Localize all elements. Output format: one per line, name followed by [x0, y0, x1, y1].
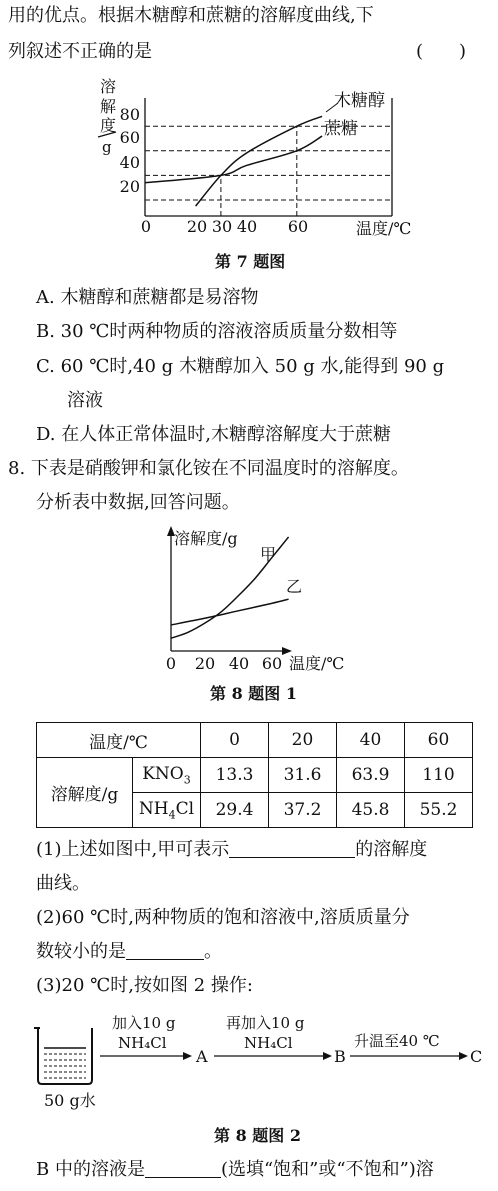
fig8-1-xlabel: 温度/℃: [289, 654, 345, 673]
fig7-ylabel-3: 度: [100, 116, 117, 135]
nh4cl-formula-b: Cl: [175, 798, 195, 819]
fig7-ytick-20: 20: [119, 177, 140, 196]
fig7-series-b-label: 蔗糖: [324, 119, 358, 139]
figure-8-2-diagram: [30, 1008, 498, 1118]
table-cell: 45.8: [337, 793, 405, 828]
fig7-ylabel-1: 溶: [100, 77, 117, 96]
fig8-1-series-b-label: 乙: [286, 577, 303, 596]
table-header-cell: 20: [269, 723, 337, 758]
figure-7-chart: [90, 76, 430, 246]
table-header-cell: 60: [405, 723, 473, 758]
step2-top-label: 再加入10 g: [226, 1014, 305, 1032]
step3-top-label: 升温至40 ℃: [354, 1032, 440, 1050]
table-row: [37, 758, 473, 793]
table-cell: 29.4: [201, 793, 269, 828]
subq-2-blank[interactable]: [126, 941, 204, 960]
q7-option-c-line1: C. 60 ℃时,40 g 木糖醇加入 50 g 水,能得到 90 g: [36, 356, 445, 377]
subq-1-text-b: 的溶解度: [355, 839, 428, 860]
kno3-subscript: 3: [183, 773, 191, 787]
q7-option-c-line2: 溶液: [67, 390, 103, 411]
subq-1-line2: 曲线。: [36, 873, 90, 894]
answer-paren: ( ): [416, 41, 467, 62]
subq-1-line1: [36, 838, 427, 862]
q7-option-a: A. 木糖醇和蔗糖都是易溶物: [36, 287, 259, 308]
step1-top-label: 加入10 g: [112, 1014, 176, 1032]
fig7-series: [145, 116, 322, 206]
fig8-1-xtick-40: 40: [228, 654, 250, 673]
fig7-ylabel-unit: g: [102, 138, 112, 156]
fig7-caption: 第 7 题图: [215, 252, 286, 271]
table-header-temp: 温度/℃: [37, 723, 201, 758]
nh4cl-formula-a: NH: [138, 798, 169, 819]
solubility-table: [36, 722, 473, 828]
fig8-1-ylabel: 溶解度/g: [174, 529, 238, 548]
fig7-xlabel: 温度/℃: [356, 219, 412, 238]
fig7-xtick-20: 20: [186, 217, 208, 236]
step1-bottom-label: NH₄Cl: [118, 1034, 167, 1052]
q7-option-b: B. 30 ℃时两种物质的溶液溶质质量分数相等: [36, 321, 398, 342]
table-cell: 55.2: [405, 793, 473, 828]
table-header-cell: 40: [337, 723, 405, 758]
table-header-cell: 0: [201, 723, 269, 758]
state-c: C: [470, 1047, 483, 1066]
q8-line-1: 8. 下表是硝酸钾和氯化铵在不同温度时的溶解度。: [8, 458, 409, 479]
fig7-series-a-label: 木糖醇: [334, 91, 385, 111]
table-header-row: [37, 723, 473, 758]
table-cell: 31.6: [269, 758, 337, 793]
state-b: B: [334, 1047, 346, 1066]
last-line-text-a: B 中的溶液是: [36, 1159, 145, 1180]
fig8-1-caption: 第 8 题图 1: [210, 684, 297, 703]
fig7-xtick-60: 60: [287, 217, 309, 236]
state-a: A: [196, 1047, 208, 1066]
table-cell: 110: [405, 758, 473, 793]
step2-bottom-label: NH₄Cl: [244, 1034, 293, 1052]
fig7-xtick-40: 40: [236, 217, 258, 236]
intro-line-1: 用的优点。根据木糖醇和蔗糖的溶解度曲线,下: [8, 5, 374, 26]
step2-arrowhead: [323, 1052, 332, 1060]
fig7-ytick-60: 60: [119, 128, 140, 147]
subq-2-line2: [36, 940, 222, 964]
subq-3-line: (3)20 ℃时,按如图 2 操作:: [36, 975, 253, 996]
table-cell: 13.3: [201, 758, 269, 793]
beaker-icon: [34, 1028, 92, 1084]
fig8-1-series-a-label: 甲: [260, 545, 277, 564]
q8-line-2: 分析表中数据,回答问题。: [36, 492, 240, 513]
table-row-group-label: 溶解度/g: [37, 758, 133, 828]
q7-option-d: D. 在人体正常体温时,木糖醇溶解度大于蔗糖: [36, 424, 391, 445]
subq-2-text-a: 数较小的是: [36, 941, 126, 962]
subq-2-line1: (2)60 ℃时,两种物质的饱和溶液中,溶质质量分: [36, 907, 410, 928]
last-line: [36, 1158, 434, 1182]
table-substance-nh4cl: [133, 793, 201, 828]
figure-8-1-chart: [150, 524, 370, 674]
fig7-xtick-30: 30: [211, 217, 233, 236]
fig7-xtick-0: 0: [140, 217, 152, 236]
subq-1-blank[interactable]: [229, 839, 355, 858]
nh4cl-subscript: 4: [168, 808, 176, 822]
fig8-1-xtick-20: 20: [194, 654, 216, 673]
fig7-ytick-80: 80: [119, 105, 140, 124]
step1-arrowhead: [183, 1052, 192, 1060]
step3-arrowhead: [459, 1052, 468, 1060]
beaker-label: 50 g水: [44, 1091, 96, 1110]
table-substance-kno3: [133, 758, 201, 793]
last-line-text-b: (选填“饱和”或“不饱和”)溶: [220, 1159, 434, 1180]
intro-line-2: 列叙述不正确的是: [8, 41, 152, 62]
fig8-2-caption: 第 8 题图 2: [214, 1126, 301, 1145]
subq-1-text-a: (1)上述如图中,甲可表示: [36, 839, 230, 860]
table-cell: 63.9: [337, 758, 405, 793]
fig7-ytick-40: 40: [119, 153, 140, 172]
table-cell: 37.2: [269, 793, 337, 828]
fig8-1-xtick-0: 0: [165, 654, 177, 673]
fig7-ylabel-2: 解: [100, 97, 117, 116]
subq-2-text-b: 。: [204, 941, 222, 962]
fig8-1-xtick-60: 60: [261, 654, 283, 673]
kno3-formula: KNO: [142, 763, 184, 784]
last-line-blank[interactable]: [145, 1159, 221, 1178]
